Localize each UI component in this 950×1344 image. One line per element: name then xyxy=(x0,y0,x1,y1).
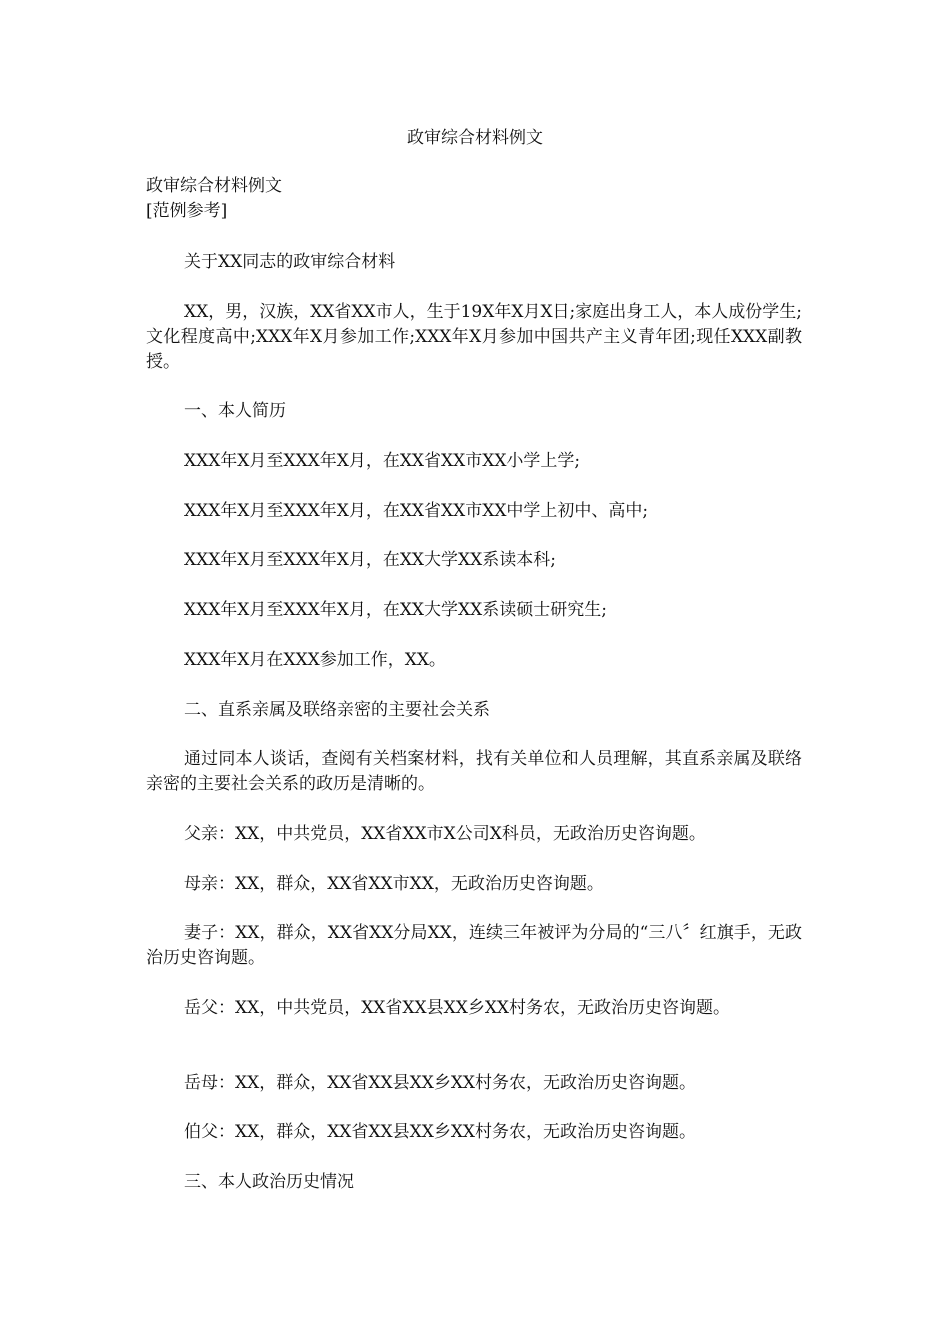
intro-paragraph: XX，男，汉族，XX省XX市人，生于19X年X月X日;家庭出身工人，本人成份学生;文化程度高中;XXX年X月参加工作;XXX年X月参加中国共产主义青年团;现任XXX副教授。 xyxy=(146,302,803,372)
relative-item: 母亲：XX，群众，XX省XX市XX，无政治历史咨询题。 xyxy=(184,874,604,894)
resume-item: XXX年X月在XXX参加工作，XX。 xyxy=(184,650,446,670)
resume-item: XXX年X月至XXX年X月，在XX省XX市XX中学上初中、高中; xyxy=(184,501,649,521)
resume-item: XXX年X月至XXX年X月，在XX省XX市XX小学上学; xyxy=(184,451,581,471)
relative-item: 妻子：XX，群众，XX省XX分局XX，连续三年被评为分局的“三八〞红旗手，无政治历史咨询题。 xyxy=(146,923,802,968)
section2-intro-paragraph: 通过同本人谈话，查阅有关档案材料，找有关单位和人员理解，其直系亲属及联络亲密的主要社会关系的政历是清晰的。 xyxy=(146,749,802,794)
relative-item: 岳母：XX，群众，XX省XX县XX乡XX村务农，无政治历史咨询题。 xyxy=(184,1073,697,1093)
document-heading: 关于XX同志的政审综合材料 xyxy=(184,252,396,272)
relative-item: 伯父：XX，群众，XX省XX县XX乡XX村务农，无政治历史咨询题。 xyxy=(184,1122,697,1142)
document-tag: [范例参考] xyxy=(146,201,228,221)
resume-item: XXX年X月至XXX年X月，在XX大学XX系读硕士研究生; xyxy=(184,600,607,620)
document-subtitle: 政审综合材料例文 xyxy=(146,176,282,196)
relative-item: 岳父：XX，中共党员，XX省XX县XX乡XX村务农，无政治历史咨询题。 xyxy=(184,998,731,1018)
relative-item: 父亲：XX，中共党员，XX省XX市X公司X科员，无政治历史咨询题。 xyxy=(184,824,706,844)
section2-title: 二、直系亲属及联络亲密的主要社会关系 xyxy=(184,700,490,720)
document-title: 政审综合材料例文 xyxy=(407,128,543,148)
section1-title: 一、本人简历 xyxy=(184,401,286,421)
section3-title: 三、本人政治历史情况 xyxy=(184,1172,354,1192)
resume-item: XXX年X月至XXX年X月，在XX大学XX系读本科; xyxy=(184,550,556,570)
